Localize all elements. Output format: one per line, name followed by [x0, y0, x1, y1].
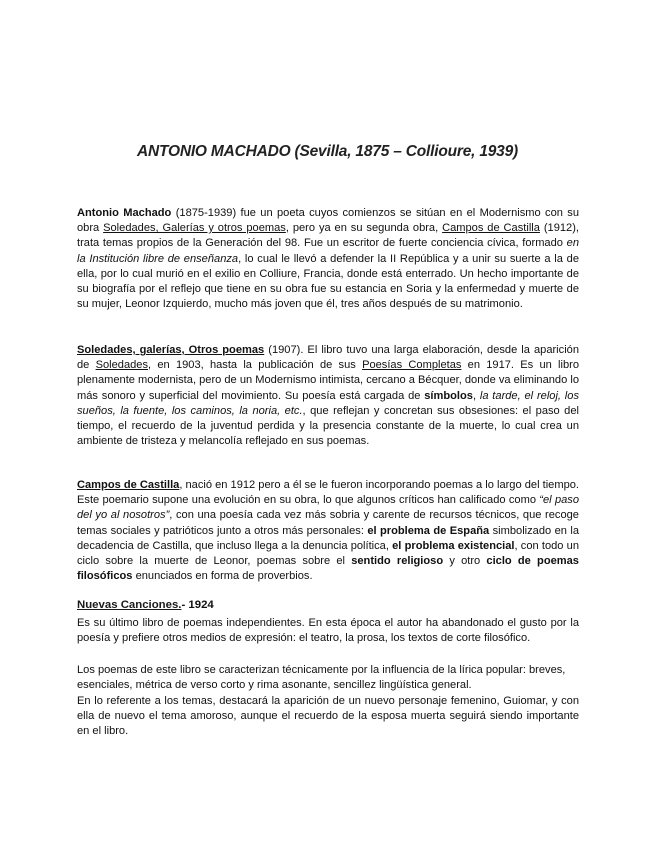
heading-campos: Campos de Castilla [77, 479, 180, 491]
theme-espana: el problema de España [367, 524, 490, 537]
theme-existencial: el problema existencial [392, 539, 515, 552]
symbols-term: símbolos [424, 389, 473, 402]
paragraph-soledades: Soledades, galerías, Otros poemas (1907). El libro tuvo una larga elaboración, desde la aparición de Soledades, en 1903, hasta la publicación de sus Poesías Completas en 1917. Es un libro plenamente modernista, pero de un Modernismo intimista, cercano a Bécquer, donde va eliminando lo más sonoro y superficial del movimiento. Su poesía está cargada de símbolos, la tarde, el reloj, los sueños, la fuente, los caminos, la noria, etc., que reflejan y concretan sus obsesiones: el paso del tiempo, el recuerdo de la juventud perdida y la presencia constante de la muerte, lo cual crea un ambiente de tristeza y melancolía reflejado en sus poemas. [77, 344, 579, 448]
work-title-soledades: Soledades, Galerías y otros poemas [103, 222, 286, 235]
paragraph-nuevas-3: En lo referente a los temas, destacará la aparición de un nuevo personaje femenino, Guiomar, y con ella de nuevo el tema amoroso, aunque el recuerdo de la esposa muerta seguirá siendo importante en el libro. [77, 695, 579, 738]
theme-filosoficos: ciclo de poemas filosóficos [77, 555, 579, 583]
work-title-campos: Campos de Castilla [442, 222, 540, 235]
page-title: ANTONIO MACHADO (Sevilla, 1875 – Collioure, 1939) [137, 143, 518, 160]
paragraph-campos: Campos de Castilla, nació en 1912 pero a él se le fueron incorporando poemas a lo largo del tiempo. Este poemario supone una evolución en su obra, lo que algunos críticos han calificado como “el paso del yo al nosotros”, con una poesía cada vez más sobria y carente de recursos técnicos, que recoge temas sociales y patrióticos junto a otros más personales: el problema de España simbolizado en la decadencia de Castilla, que incluso llega a la denuncia política, el problema existencial, con todo un ciclo sobre la muerte de Leonor, poemas sobre el sentido religioso y otro ciclo de poemas filosóficos enunciados en forma de proverbios. [77, 479, 579, 583]
heading-soledades: Soledades, galerías, Otros poemas [77, 344, 265, 356]
theme-religioso: sentido religioso [351, 555, 444, 568]
heading-nuevas-canciones: Nuevas Canciones.- 1924 [77, 599, 214, 611]
paragraph-nuevas-2: Los poemas de este libro se caracterizan técnicamente por la influencia de la lírica popular: breves, esenciales, métrica de verso corto y rima asonante, sencillez lingüística general. [77, 664, 566, 692]
institution-text: en la Institución libre de enseñanza [77, 237, 579, 265]
paragraph-biography: Antonio Machado (1875-1939) fue un poeta cuyos comienzos se sitúan en el Modernismo con su obra Soledades, Galerías y otros poemas, pero ya en su segunda obra, Campos de Castilla (1912), trata temas propios de la Generación del 98. Fue un escritor de fuerte conciencia cívica, formado en la Institución libre de enseñanza, lo cual le llevó a defender la II República y a unir su suerte a la de ella, por lo cual murió en el exilio en Colliure, Francia, donde está enterrado. Un hecho importante de su biografía por el reflejo que tiene en su obra fue su estancia en Soria y la enfermedad y muerte de su mujer, Leonor Izquierdo, mucho más joven que él, tres años después de su matrimonio. [77, 207, 579, 311]
work-title-soledades-1903: Soledades [95, 359, 149, 372]
work-title-poesias-completas: Poesías Completas [362, 359, 462, 372]
quote-yo-nosotros: “el paso del yo al nosotros” [77, 494, 579, 522]
paragraph-nuevas-1: Es su último libro de poemas independientes. En esta época el autor ha abandonado el gusto por la poesía y prefiere otros medios de expresión: el teatro, la prosa, los textos de corte filosófico. [77, 617, 579, 645]
author-name: Antonio Machado [77, 207, 172, 219]
symbols-list: la tarde, el reloj, los sueños, la fuente, los caminos, la noria, etc. [77, 389, 579, 417]
